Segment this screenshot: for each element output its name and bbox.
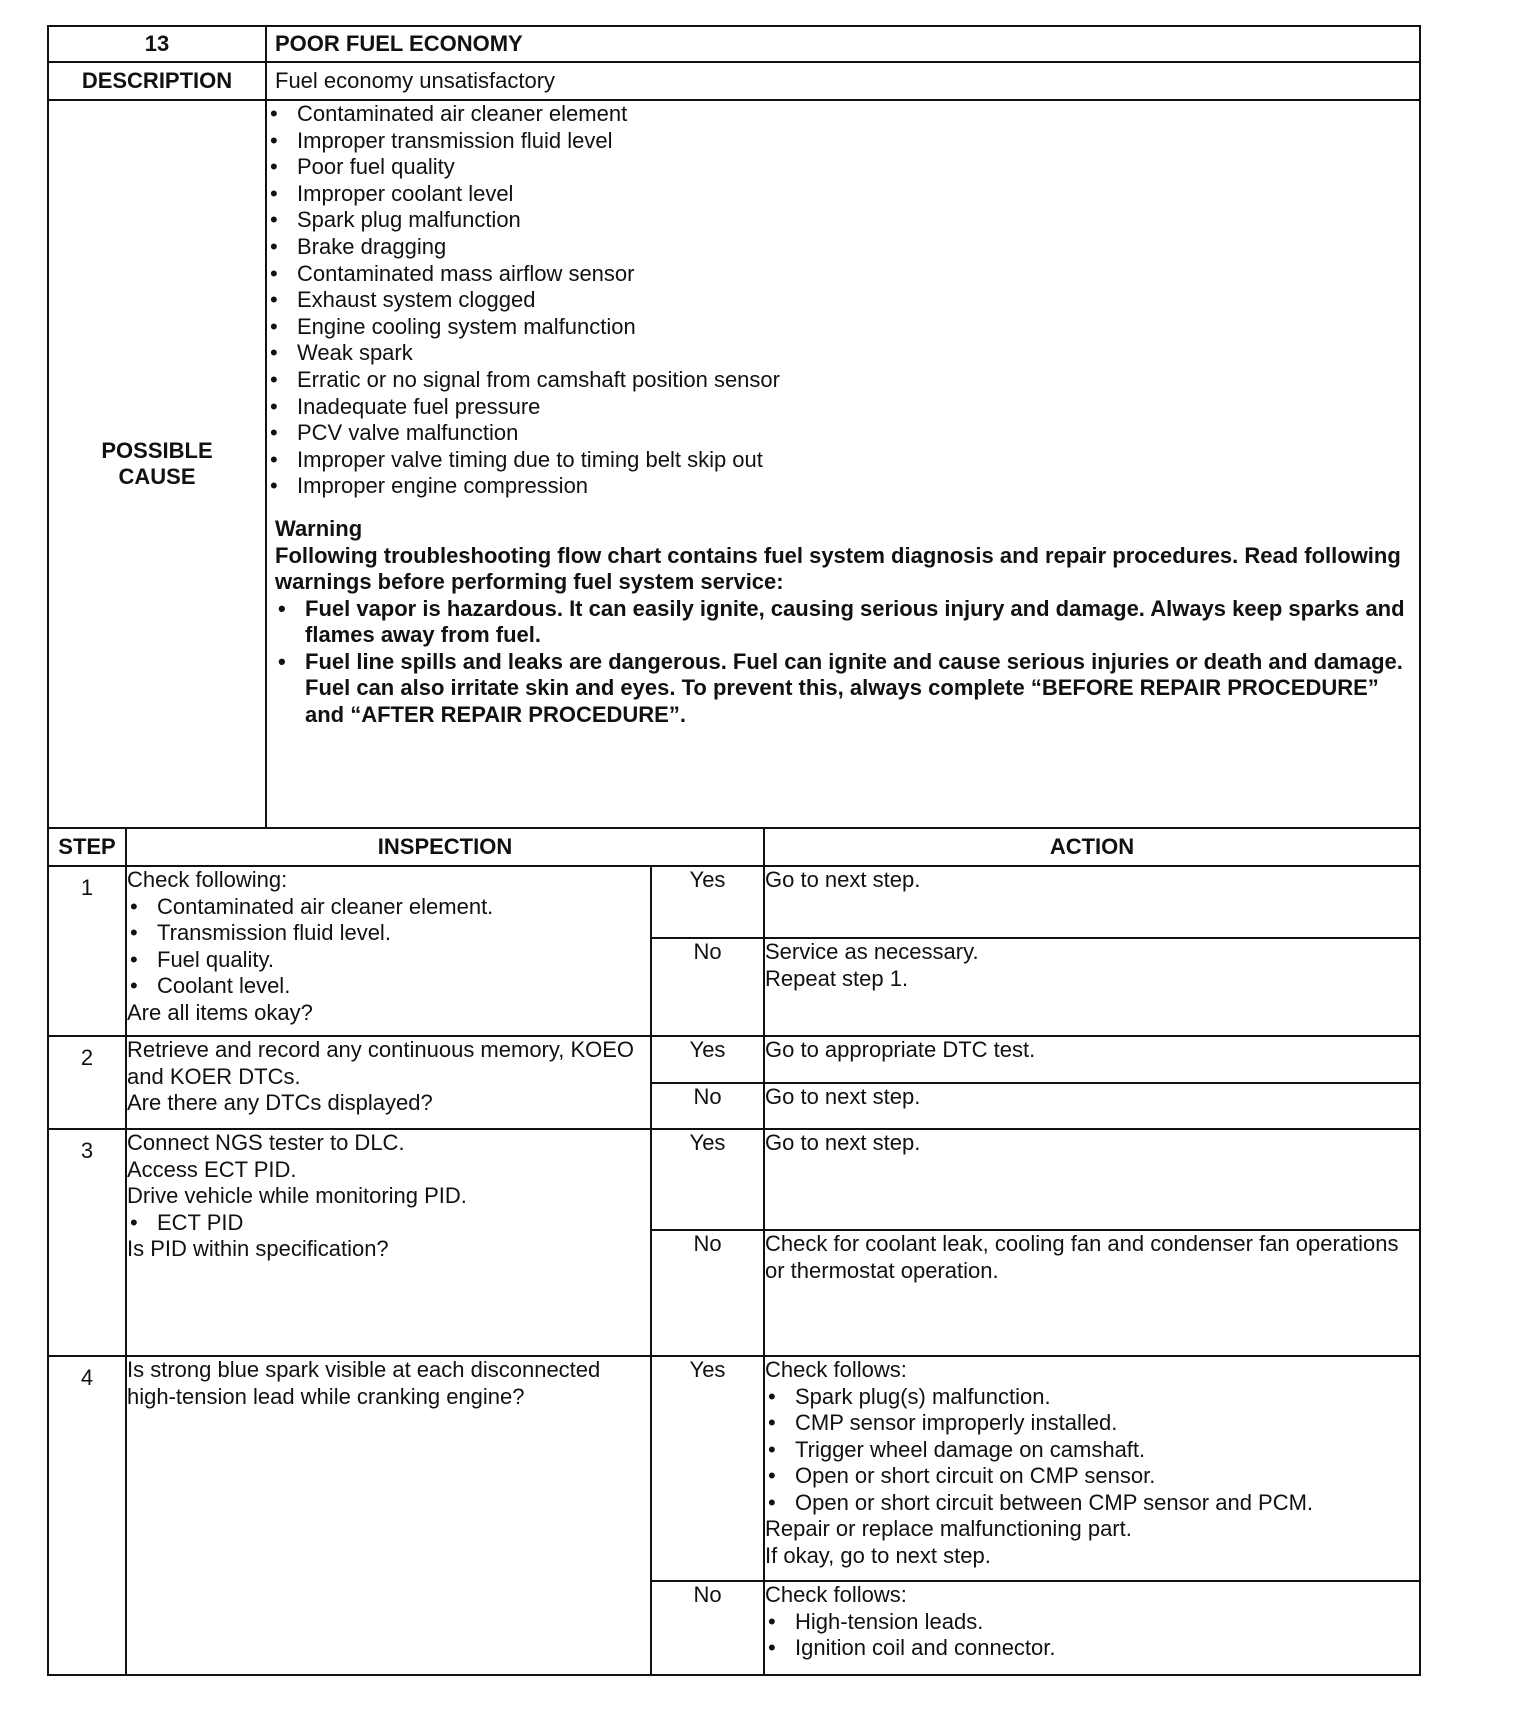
no-action [764, 938, 1420, 1036]
cause-item: • Improper valve timing due to timing belt skip out [267, 447, 1419, 474]
action-bullet: • Open or short circuit on CMP sensor. [765, 1463, 1419, 1490]
step-line: Drive vehicle while monitoring PID. [127, 1183, 467, 1208]
description-text: Fuel economy unsatisfactory [266, 62, 1420, 100]
yes-label: Yes [651, 1036, 764, 1083]
warning-item: • Fuel vapor is hazardous. It can easily ignite, causing serious injury and damage. Always keep sparks and flames away from fuel. [275, 596, 1411, 649]
action-column-header: ACTION [764, 828, 1420, 866]
yes-label: Yes [651, 1356, 764, 1581]
cause-item: • Brake dragging [267, 234, 1419, 261]
cause-item: • Improper transmission fluid level [267, 128, 1419, 155]
no-action: Check for coolant leak, cooling fan and condenser fan operations or thermostat operation. [764, 1230, 1420, 1356]
step-inspection [126, 866, 651, 1036]
diagnostic-document [47, 25, 1421, 1676]
action-bullet: • Trigger wheel damage on camshaft. [765, 1437, 1419, 1464]
no-label: No [651, 1230, 764, 1356]
action-line: Repair or replace malfunctioning part. [765, 1516, 1132, 1541]
action-intro: Check follows: [765, 1357, 907, 1382]
warning-block [267, 500, 1419, 739]
action-line: Go to next step. [765, 867, 921, 892]
possible-cause-label [48, 100, 266, 828]
cause-item: • Erratic or no signal from camshaft position sensor [267, 367, 1419, 394]
step-column-header: STEP [48, 828, 126, 866]
action-line: If okay, go to next step. [765, 1542, 991, 1568]
chart-title: POOR FUEL ECONOMY [266, 26, 1420, 62]
step-number: 2 [48, 1036, 126, 1129]
step-number: 4 [48, 1356, 126, 1675]
possible-cause-label-line1: POSSIBLE [101, 438, 213, 463]
yes-action: Go to appropriate DTC test. [764, 1036, 1420, 1083]
yes-action [764, 1356, 1420, 1581]
table-row [48, 1036, 1420, 1083]
header-table [47, 25, 1421, 829]
chart-number: 13 [48, 26, 266, 62]
cause-item: • Poor fuel quality [267, 154, 1419, 181]
cause-item: • Contaminated mass airflow sensor [267, 261, 1419, 288]
action-bullets [765, 1384, 1419, 1517]
cause-item: • Contaminated air cleaner element [267, 101, 1419, 128]
cause-item: • Engine cooling system malfunction [267, 314, 1419, 341]
action-intro: Check follows: [765, 1582, 907, 1607]
step-bullet: • Contaminated air cleaner element. [127, 894, 650, 921]
cause-item: • Improper engine compression [267, 473, 1419, 500]
step-question: Is PID within specification? [127, 1236, 389, 1261]
possible-cause-list [267, 101, 1419, 500]
step-inspection: Is strong blue spark visible at each disconnected high-tension lead while cranking engine? [126, 1356, 651, 1675]
step-bullet: • Fuel quality. [127, 947, 650, 974]
cause-item: • PCV valve malfunction [267, 420, 1419, 447]
cause-item: • Improper coolant level [267, 181, 1419, 208]
action-line: Service as necessary. [765, 939, 979, 964]
yes-action [764, 866, 1420, 938]
no-label: No [651, 1581, 764, 1675]
yes-label: Yes [651, 866, 764, 938]
step-line: Access ECT PID. [127, 1156, 297, 1182]
inspection-column-header: INSPECTION [126, 828, 764, 866]
warning-intro: Following troubleshooting flow chart contains fuel system diagnosis and repair procedures. Read following warnings before performing fuel system service: [275, 542, 1401, 595]
step-intro: Check following: [127, 867, 288, 892]
step-bullet: • Coolant level. [127, 973, 650, 1000]
step-inspection [126, 1036, 651, 1129]
cause-item: • Weak spark [267, 340, 1419, 367]
no-label: No [651, 1083, 764, 1129]
warning-title: Warning [275, 515, 363, 541]
table-row [48, 1356, 1420, 1581]
cause-item: • Inadequate fuel pressure [267, 394, 1419, 421]
step-bullet: • Transmission fluid level. [127, 920, 650, 947]
warning-item: • Fuel line spills and leaks are dangerous. Fuel can ignite and cause serious injuries or death and damage. Fuel can also irritate skin and eyes. To prevent this, always complete “BEFORE REPAIR PROCEDURE” and “AFTER REPAIR PROCEDURE”. [275, 649, 1411, 729]
action-bullet: • Spark plug(s) malfunction. [765, 1384, 1419, 1411]
no-action: Go to next step. [764, 1083, 1420, 1129]
action-bullets [765, 1609, 1419, 1662]
step-bullets [127, 894, 650, 1000]
step-text: Retrieve and record any continuous memory, KOEO and KOER DTCs. [127, 1037, 635, 1089]
warning-list [275, 596, 1411, 729]
action-line: Repeat step 1. [765, 965, 909, 991]
step-bullets [127, 1210, 650, 1237]
description-label: DESCRIPTION [48, 62, 266, 100]
yes-action: Go to next step. [764, 1129, 1420, 1230]
cause-item: • Exhaust system clogged [267, 287, 1419, 314]
step-line: Connect NGS tester to DLC. [127, 1130, 405, 1155]
action-bullet: • Open or short circuit between CMP sensor and PCM. [765, 1490, 1419, 1517]
action-bullet: • Ignition coil and connector. [765, 1635, 1419, 1662]
possible-cause-content [266, 100, 1420, 828]
cause-item: • Spark plug malfunction [267, 207, 1419, 234]
possible-cause-label-line2: CAUSE [118, 464, 196, 489]
no-action [764, 1581, 1420, 1675]
action-bullet: • CMP sensor improperly installed. [765, 1410, 1419, 1437]
action-bullet: • High-tension leads. [765, 1609, 1419, 1636]
step-question: Are there any DTCs displayed? [127, 1090, 433, 1115]
step-question: Are all items okay? [127, 999, 313, 1025]
no-label: No [651, 938, 764, 1036]
step-inspection [126, 1129, 651, 1356]
step-bullet: • ECT PID [127, 1210, 650, 1237]
yes-label: Yes [651, 1129, 764, 1230]
table-row [48, 866, 1420, 938]
step-number: 1 [48, 866, 126, 1036]
step-number: 3 [48, 1129, 126, 1356]
table-row [48, 1129, 1420, 1230]
steps-table [47, 827, 1421, 1676]
